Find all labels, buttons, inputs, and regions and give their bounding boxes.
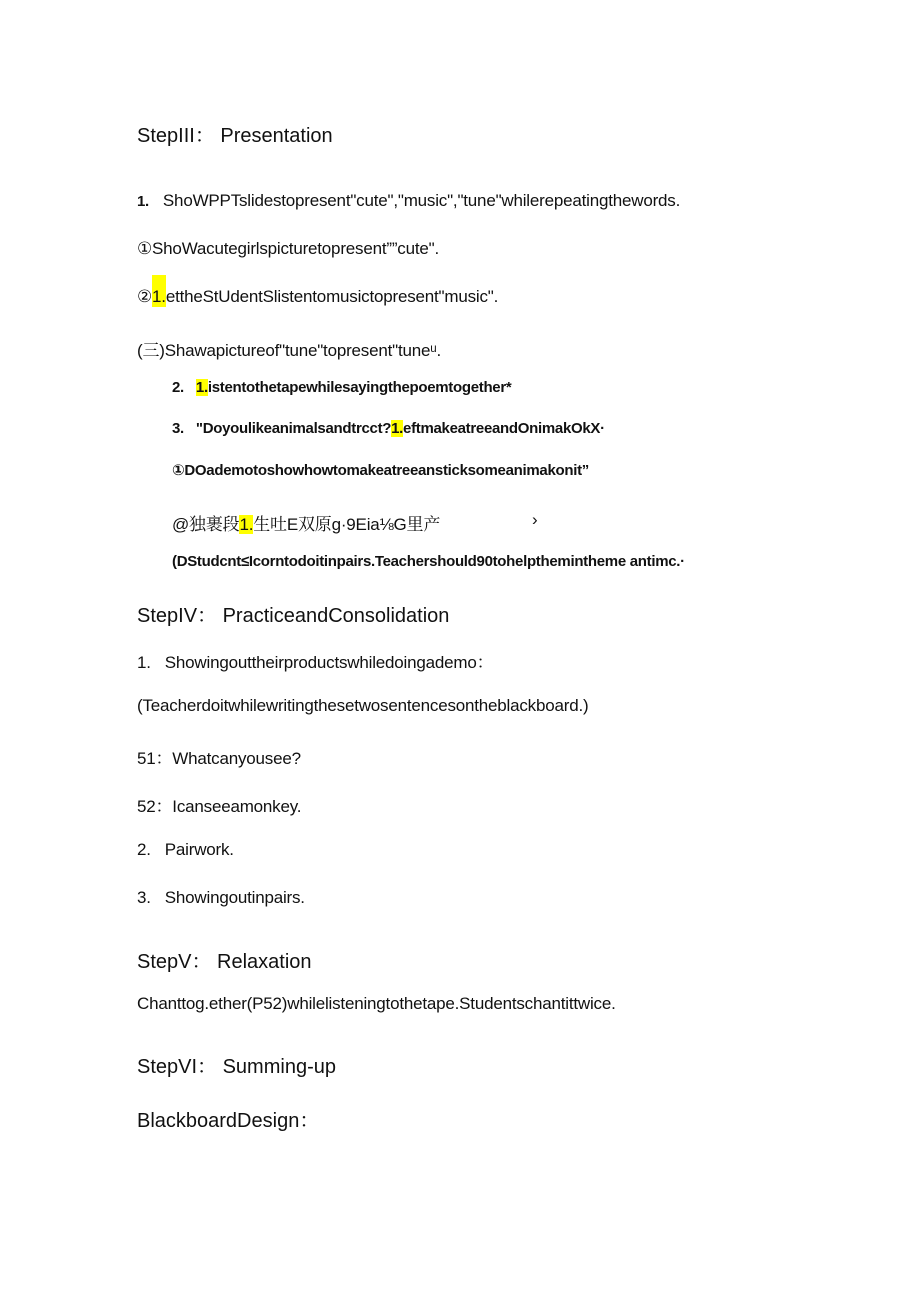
step3-item3-text-a: "Doyoulikeanimalsandtrcct? (195, 420, 392, 437)
step3-item1 (137, 191, 680, 211)
step5-heading (137, 945, 312, 974)
step4-item2-number: 2. (137, 840, 151, 859)
step5-text-content: Chanttog.ether(P52)whilelisteningtothetape.Studentschantittwice. (137, 994, 616, 1013)
step3-item3 (172, 420, 605, 437)
step5-text (137, 994, 616, 1014)
step3-sub1 (137, 239, 439, 259)
step3-heading (137, 119, 333, 148)
step3-item3-sub2-highlight: 1. (239, 515, 254, 534)
step6-heading (137, 1050, 336, 1079)
step6-heading-text: StepVI： Summing-up (137, 1056, 336, 1078)
step3-item3-sub1 (172, 461, 589, 479)
step4-sentence1 (137, 744, 301, 769)
step4-sentence2-text: 52：Icanseeamonkey. (137, 797, 302, 816)
step3-item3-highlight: 1. (391, 420, 404, 437)
step3-item3-sub2-text-a: @独裹段 (172, 515, 240, 534)
step4-sentence2 (137, 792, 301, 817)
step4-heading (137, 599, 449, 628)
step3-item3-sub2-text-b: 生吐E双原g·9Eia⅛G里产 (253, 515, 441, 534)
step3-item3-number: 3. (172, 420, 184, 437)
step4-item3-number: 3. (137, 888, 151, 907)
step4-item1 (137, 648, 493, 673)
step3-sub3 (137, 336, 441, 361)
step4-item1-number: 1. (137, 653, 151, 672)
step3-item3-sub2-end: › (532, 510, 538, 529)
step3-sub2-prefix: ② (137, 287, 153, 306)
step3-sub1-text: ①ShoWacutegirlspicturetopresent””cute". (137, 239, 439, 258)
blackboard-heading-text: BlackboardDesign： (137, 1110, 320, 1132)
step3-item3-sub1-text: ①DOademotoshowhowtomakeatreeansticksomeanimakonit” (172, 462, 589, 479)
step3-item1-number: 1. (137, 193, 149, 210)
step3-item2 (172, 379, 511, 396)
step3-item2-highlight: 1. (195, 379, 208, 396)
step3-heading-text: StepIII： Presentation (137, 125, 333, 147)
step4-heading-text: StepIV： PracticeandConsolidation (137, 605, 450, 627)
step3-item3-sub2 (172, 510, 440, 535)
step4-note-text: (Teacherdoitwhilewritingthesetwosentencesontheblackboard.) (137, 696, 589, 715)
blackboard-heading (137, 1104, 319, 1133)
step3-item3-sub3-text: (DStudcnt≤Icorntodoitinpairs.Teachershould90tohelpthemintheme antimc.· (172, 553, 685, 570)
step3-item2-number: 2. (172, 379, 184, 396)
step3-item1-text: ShoWPPTslidestopresent"cute","music","tune"whilerepeatingthewords. (162, 191, 681, 210)
step4-item3-text: Showingoutinpairs. (164, 888, 305, 907)
step5-heading-text: StepV： Relaxation (137, 951, 312, 973)
step4-item2 (137, 840, 234, 860)
step4-note (137, 696, 588, 716)
step3-sub3-text: (三)Shawapictureof"tune"topresent"tuneᵘ. (137, 341, 442, 360)
step3-sub2-highlight: 1. (152, 275, 166, 307)
step3-item3-sub3 (172, 553, 685, 570)
step4-item3 (137, 888, 305, 908)
step3-item3-text-b: eftmakeatreeandOnimakOkX· (403, 420, 605, 437)
step4-item2-text: Pairwork. (164, 840, 234, 859)
step4-sentence1-text: 51：Whatcanyousee? (137, 749, 301, 768)
step3-sub2 (137, 287, 498, 307)
step4-item1-text: Showingouttheirproductswhiledoingademo： (164, 653, 494, 672)
step3-sub2-text: ettheStUdentSlistentomusictopresent"music". (165, 287, 499, 306)
step3-item3-sub2-marker (532, 510, 537, 530)
step3-item2-text: istentothetapewhilesayingthepoemtogether* (207, 379, 512, 396)
